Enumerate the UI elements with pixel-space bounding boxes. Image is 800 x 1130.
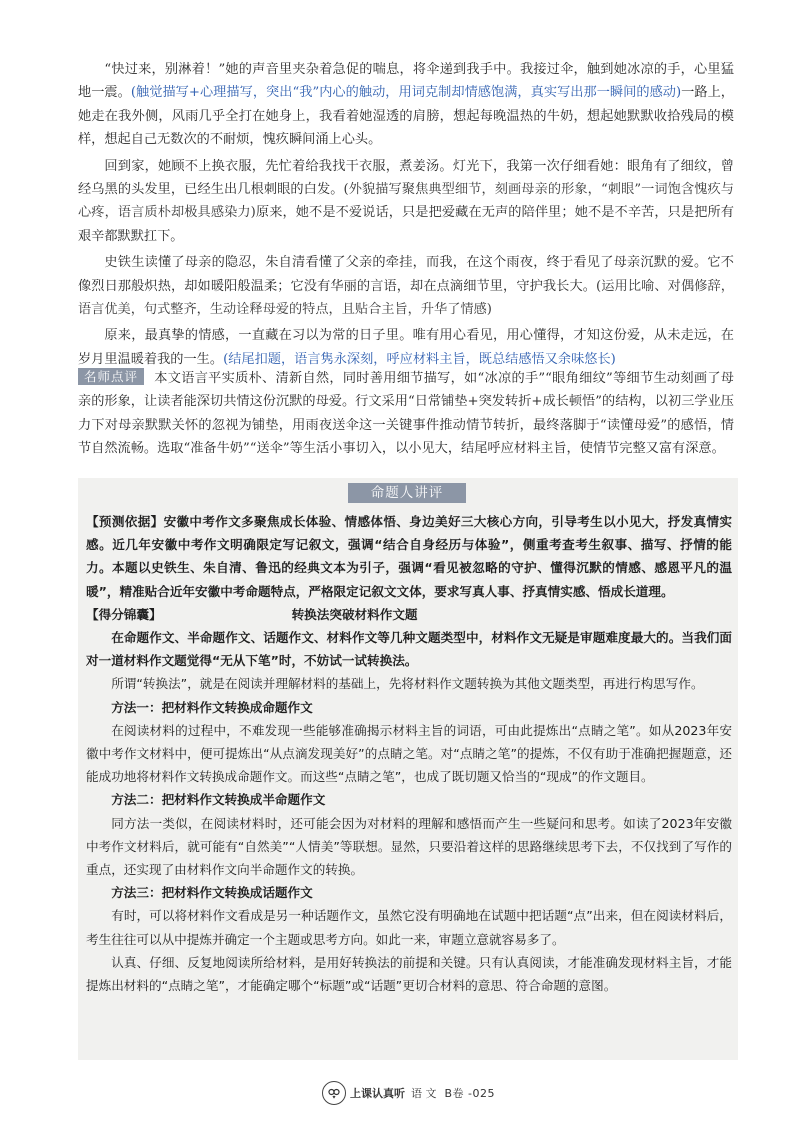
owl-logo-icon [322,1081,346,1105]
essay-paragraph-4 [78,324,734,371]
essay-text: 原来，最真挚的情感，一直藏在习以为常的日子里。唯有用心看见，用心懂得，才知这份爱，从未走远，在岁月里温暖着我的一生。 [78,328,734,367]
tips-title: 转换法突破材料作文题 [291,606,418,622]
essay-paragraph-1 [78,58,734,152]
owl-icon [326,1085,342,1101]
essay-paragraph-3 [78,251,734,321]
basis-paragraph [86,510,732,603]
footer-brand: 上课认真听 [350,1087,405,1100]
final-paragraph: 认真、仔细、反复地阅读所给材料，是用好转换法的前提和关键。只有认真阅读，才能准确发现材料主旨，才能提炼出材料的“点睛之笔”，才能确定哪个“标题”或“话题”更切合材料的意思、符合命题的意图。 [86,954,732,994]
essay-annotation: (运用比喻、对偶修辞，语言优美，句式整齐，生动诠释母爱的特点，且贴合主旨，升华了情感) [78,278,734,318]
tips-paragraph-2: 所谓“转换法”，就是在阅读并理解材料的基础上，先将材料作文题转换为其他文题类型，再进行构思写作。 [111,676,704,692]
essay-text: 原来，她不是不爱说话，只是把爱藏在无声的陪伴里；她不是不辛苦，只是把所有艰辛都默默扛下。 [78,205,734,244]
commentary-block [78,478,738,1060]
section-title: 命题人讲评 [348,483,466,503]
method-1-text: 在阅读材料的过程中，不难发现一些能够准确揭示材料主旨的词语，可由此提炼出“点睛之笔”。如从2023年安徽中考作文材料中，便可提炼出“从点滴发现美好”的点睛之笔。对“点睛之笔”的提炼，不仅有助于准确把握题意，还能成功地将材料作文转换成命题作文。而这些“点睛之笔”，也成了既切题又恰当的“现成”的作文题目。 [86,722,732,785]
basis-label: 【预测依据】 [86,514,164,529]
essay-annotation: (结尾扣题，语言隽永深刻，呼应材料主旨，既总结感悟又余味悠长) [223,351,616,367]
method-3-title: 方法三：把材料作文转换成话题作文 [111,885,313,901]
essay-section [78,58,734,374]
essay-text: 回到家，她顾不上换衣服，先忙着给我找干衣服，煮姜汤。灯光下，我第一次仔细看她：眼角有了细纹，曾经乌黑的头发里，已经生出几根刺眼的白发。 [78,158,734,198]
essay-annotation: (触觉描写+心理描写，突出“我”内心的触动，用词克制却情感饱满，真实写出那一瞬间的感动) [130,85,682,101]
essay-paragraph-2 [78,155,734,249]
basis-text: 安徽中考作文多聚焦成长体验、情感体悟、身边美好三大核心方向，引导考生以小见大，抒发真情实感。近几年安徽中考作文明确限定写记叙文，强调“结合自身经历与体验”，侧重考查考生叙事、描写、抒情的能力。本题以史铁生、朱自清、鲁迅的经典文本为引子，强调“看见被忽略的守护、懂得沉默的情感、感恩平凡的温暖”，精准贴合近年安徽中考命题特点，严格限定记叙文文体，要求写真人事、抒真情实感、悟成长道理。 [86,514,733,599]
tips-header [86,603,732,626]
essay-text: “快过来，别淋着！”她的声音里夹杂着急促的喘息，将伞递到我手中。我接过伞，触到她冰凉的手，心里猛地一震。 [78,62,734,101]
page-footer [322,1080,495,1106]
method-1-title: 方法一：把材料作文转换成命题作文 [111,699,313,715]
essay-annotation: (外貌描写聚焦典型细节，刻画母亲的形象，“刺眼”一词饱含愧疚与心疼，语言质朴却极具感染力) [78,182,734,221]
essay-text: 一路上，她走在我外侧，风雨几乎全打在她身上，我看着她湿透的肩膀，想起每晚温热的牛奶，想起她默默收拾残局的模样，想起自己无数次的不耐烦，愧疚瞬间涌上心头。 [78,85,734,148]
method-2-text: 同方法一类似，在阅读材料时，还可能会因为对材料的理解和感悟而产生一些疑问和思考。如读了2023年安徽中考作文材料后，就可能有“自然美”“人情美”等联想。显然，只要沿着这样的思路继续思考下去，不仅找到了写作的重点，还实现了由材料作文向半命题作文的转换。 [86,815,732,878]
tips-paragraph-1: 在命题作文、半命题作文、话题作文、材料作文等几种文题类型中，材料作文无疑是审题难度最大的。当我们面对一道材料作文题觉得“无从下笔”时，不妨试一试转换法。 [86,630,732,669]
comment-text: 本文语言平实质朴、清新自然，同时善用细节描写，如“冰凉的手”“眼角细纹”等细节生动刻画了母亲的形象，让读者能深切共情这份沉默的母爱。行文采用“日常铺垫+突发转折+成长顿悟”的结构，以初三学业压力下对母亲默默关怀的忽视为铺垫，用雨夜送伞这一关键事件推动情节转折，最终落脚于“读懂母爱”的感悟，情节自然流畅。选取“准备牛奶”“送伞”等生活小事切入，以小见大，结尾呼应材料主旨，使情节完整又富有深意。 [78,371,734,457]
tips-label: 【得分锦囊】 [86,606,162,622]
essay-text: 史铁生读懂了母亲的隐忍，朱自清看懂了父亲的牵挂，而我，在这个雨夜，终于看见了母亲沉默的爱。它不像烈日那般炽热，却如暖阳般温柔；它没有华丽的言语，却在点滴细节里，守护我长大。 [78,255,734,294]
commentary-body [86,510,732,997]
method-3-text: 有时，可以将材料作文看成是另一种话题作文，虽然它没有明确地在试题中把话题“点”出来，但在阅读材料后，考生往往可以从中提炼并确定一个主题或思考方向。如此一来，审题立意就容易多了。 [86,908,732,947]
method-2-title: 方法二：把材料作文转换成半命题作文 [111,792,326,808]
footer-subject: 语 文 [411,1087,437,1100]
comment-tag: 名师点评 [78,368,144,385]
page-number: B卷 -025 [444,1087,496,1100]
teacher-comment [78,367,734,461]
